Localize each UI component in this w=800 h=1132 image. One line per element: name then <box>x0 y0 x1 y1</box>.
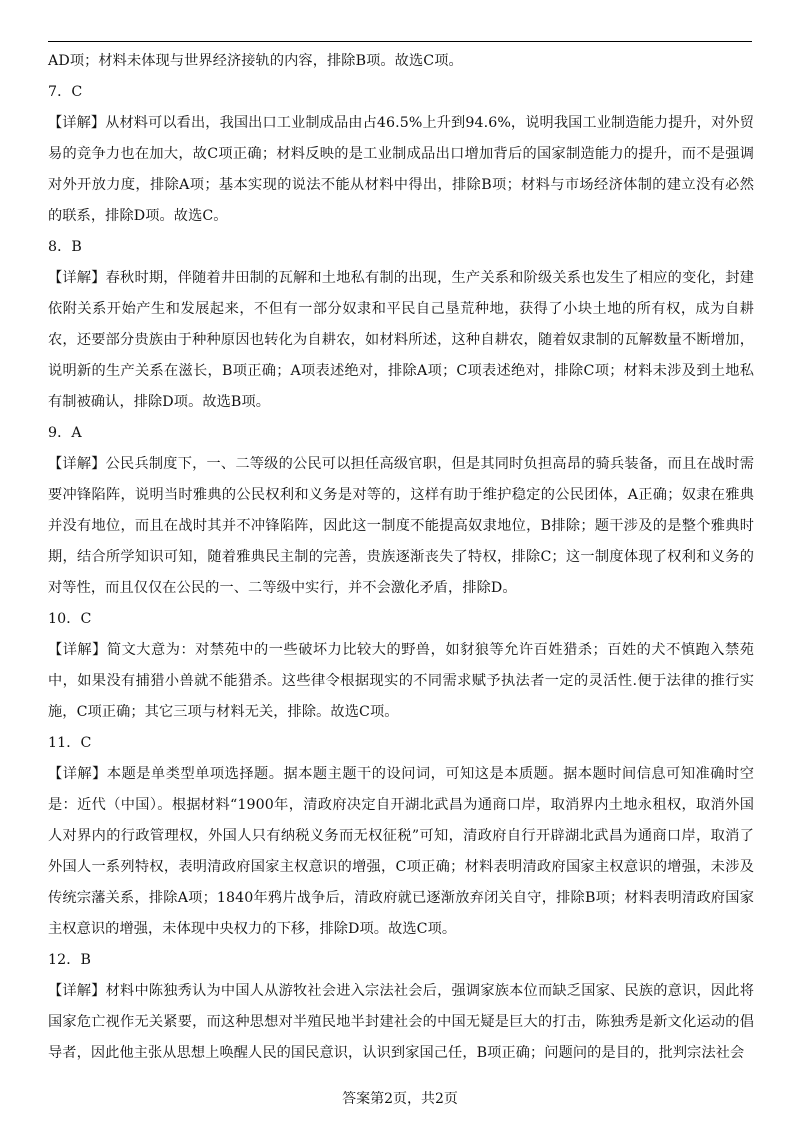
answer-explanation-7: 【详解】从材料可以看出，我国出口工业制成品由占46.5%上升到94.6%，说明我国工业制造能力提升，对外贸易的竞争力也在加大，故C项正确；材料反映的是工业制成品出口增加背后的国家制造能力的提升，而不是强调对外开放力度，排除A项；基本实现的说法不能从材料中得出，排除B项；材料与市场经济体制的建立没有必然的联系，排除D项。故选C。 <box>48 115 754 224</box>
answer-explanation-11: 【详解】本题是单类型单项选择题。据本题主题干的设问词，可知这是本质题。据本题时间信息可知准确时空是：近代（中国）。根据材料“1900年，清政府决定自开湖北武昌为通商口岸，取消界内土地永租权，取消外国人对界内的行政管理权，外国人只有纳税义务而无权征税”可知，清政府自行开辟湖北武昌为通商口岸，取消了外国人一系列特权，表明清政府国家主权意识的增强，C项正确；材料表明清政府国家主权意识的增强，未涉及传统宗藩关系，排除A项；1840年鸦片战争后，清政府就已逐渐放弃闭关自守，排除B项；材料表明清政府国家主权意识的增强，未体现中央权力的下移，排除D项。故选C项。 <box>48 766 754 937</box>
answer-number-9: 9．A <box>48 425 82 441</box>
answer-explanation-9: 【详解】公民兵制度下，一、二等级的公民可以担任高级官职，但是其同时负担高昂的骑兵装备，而且在战时需要冲锋陷阵，说明当时雅典的公民权利和义务是对等的，这样有助于维护稳定的公民团体，A正确；奴隶在雅典并没有地位，而且在战时其并不冲锋陷阵，因此这一制度不能提高奴隶地位，B排除；题干涉及的是整个雅典时期，结合所学知识可知，随着雅典民主制的完善，贵族逐渐丧失了特权，排除C；这一制度体现了权利和义务的对等性，而且仅仅在公民的一、二等级中实行，并不会激化矛盾，排除D。 <box>48 456 754 596</box>
answer-content <box>48 46 754 1069</box>
answer-explanation-8: 【详解】春秋时期，伴随着井田制的瓦解和土地私有制的出现，生产关系和阶级关系也发生了相应的变化，封建依附关系开始产生和发展起来，不但有一部分奴隶和平民自己垦荒种地，获得了小块土地的所有权，成为自耕农，还要部分贵族由于种种原因也转化为自耕农，如材料所述，这种自耕农，随着奴隶制的瓦解数量不断增加，说明新的生产关系在滋长，B项正确；A项表述绝对，排除A项；C项表述绝对，排除C项；材料未涉及到土地私有制被确认，排除D项。故选B项。 <box>48 270 754 410</box>
answer-number-12: 12．B <box>48 952 92 968</box>
page-footer: 答案第2页，共2页 <box>342 1091 458 1107</box>
answer-explanation-10: 【详解】简文大意为：对禁苑中的一些破坏力比较大的野兽，如豺狼等允许百姓猎杀；百姓的犬不慎跑入禁苑中，如果没有捕猎小兽就不能猎杀。这些律令根据现实的不同需求赋予执法者一定的灵活性.便于法律的推行实施，C项正确；其它三项与材料无关，排除。故选C项。 <box>48 642 754 720</box>
answer-number-11: 11．C <box>48 735 92 751</box>
lead-paragraph: AD项；材料未体现与世界经济接轨的内容，排除B项。故选C项。 <box>48 53 463 69</box>
answer-number-8: 8．B <box>48 239 82 255</box>
answer-number-10: 10．C <box>48 611 92 627</box>
answer-explanation-12: 【详解】材料中陈独秀认为中国人从游牧社会进入宗法社会后，强调家族本位而缺乏国家、民族的意识，因此将国家危亡视作无关紧要，而这种思想对半殖民地半封建社会的中国无疑是巨大的打击，陈独秀是新文化运动的倡导者，因此他主张从思想上唤醒人民的国民意识，认识到家国己任，B项正确；问题问的是目的，批判宗法社会 <box>48 983 754 1061</box>
header-rule <box>48 41 752 42</box>
answer-number-7: 7．C <box>48 84 83 100</box>
